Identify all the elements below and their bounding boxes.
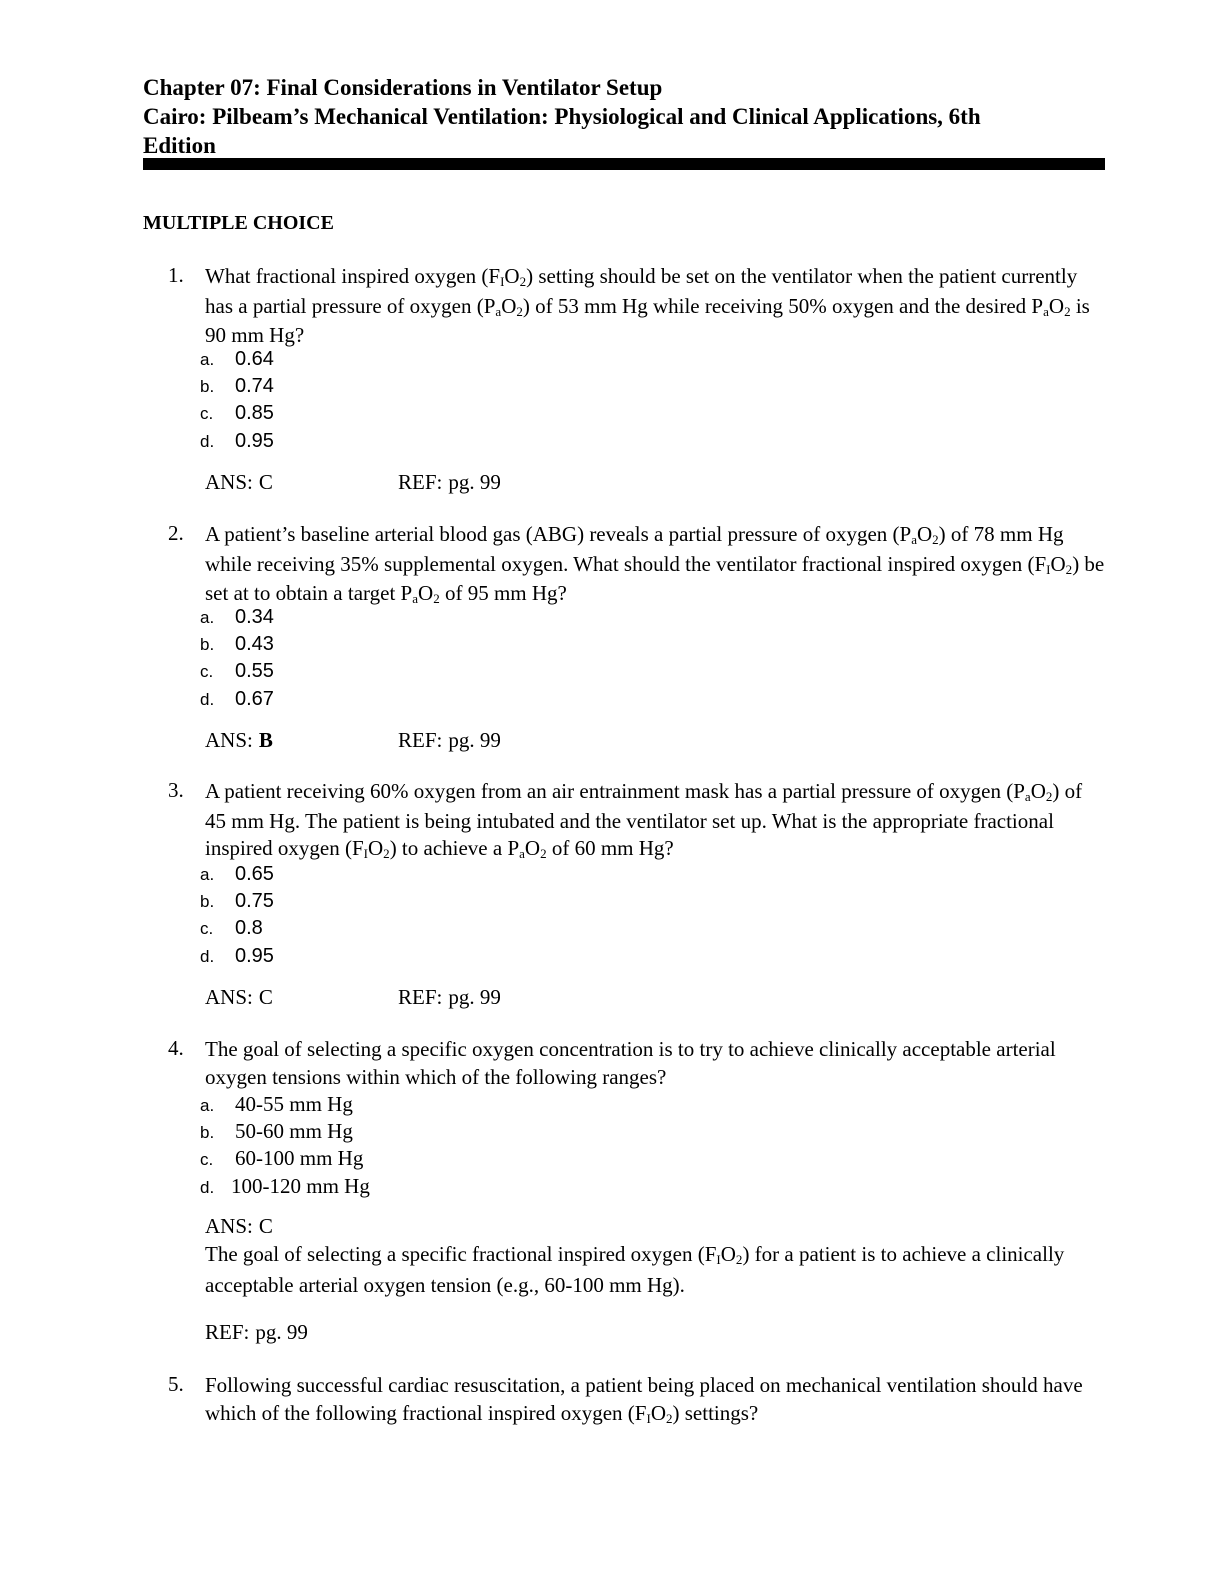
option-b: b. 0.43 <box>200 633 274 656</box>
book-edition: Edition <box>143 133 216 158</box>
option-a: a. 0.34 <box>200 606 274 628</box>
option-a: a. 0.65 <box>200 863 274 885</box>
header-rule <box>143 158 1105 170</box>
option-d: d. 0.67 <box>200 687 274 710</box>
question-number: 5. <box>168 1372 184 1396</box>
option-b: b. 50-60 mm Hg <box>200 1119 353 1144</box>
answer: ANS: C <box>205 985 273 1009</box>
question-stem: A patient receiving 60% oxygen from an air entrainment mask has a partial pressure of oxygen (PaO2) of 45 mm Hg. The patient is being intubated and the ventilator set up. What is the appropriate fractional inspired oxygen (FIO2) to achieve a PaO2 of 60 mm Hg? <box>205 779 1083 862</box>
answer: ANS: B <box>205 728 273 752</box>
reference: REF: pg. 99 <box>398 728 501 752</box>
option-c: c. 60-100 mm Hg <box>200 1146 364 1171</box>
question-number: 1. <box>168 263 184 287</box>
question-stem: The goal of selecting a specific oxygen concentration is to try to achieve clinically acceptable arterial oxygen tensions within which of the following ranges? <box>205 1037 1056 1089</box>
reference: REF: pg. 99 <box>205 1320 308 1344</box>
option-c: c. 0.8 <box>200 917 263 940</box>
option-list <box>200 345 274 454</box>
question-number: 2. <box>168 521 184 545</box>
question-stem: Following successful cardiac resuscitation, a patient being placed on mechanical ventilation should have which of the following fractional inspired oxygen (FIO2) settings? <box>205 1373 1083 1426</box>
book-title: Cairo: Pilbeam’s Mechanical Ventilation: Physiological and Clinical Applications, 6th <box>143 104 981 129</box>
option-c: c. 0.55 <box>200 660 274 683</box>
option-b: b. 0.74 <box>200 375 274 398</box>
option-d: d. 0.95 <box>200 944 274 967</box>
question-stem: What fractional inspired oxygen (FIO2) setting should be set on the ventilator when the patient currently has a partial pressure of oxygen (PaO2) of 53 mm Hg while receiving 50% oxygen and the desired PaO2 is 90 mm Hg? <box>205 264 1090 347</box>
question-number: 4. <box>168 1036 184 1060</box>
option-d: d. 100-120 mm Hg <box>200 1173 370 1198</box>
answer: ANS: C <box>205 1214 273 1238</box>
option-list <box>200 603 274 712</box>
reference: REF: pg. 99 <box>398 985 501 1009</box>
reference: REF: pg. 99 <box>398 470 501 494</box>
option-a: a. 40-55 mm Hg <box>200 1092 353 1116</box>
option-list <box>200 860 274 969</box>
answer: ANS: C <box>205 470 273 494</box>
option-list <box>200 1091 370 1200</box>
option-c: c. 0.85 <box>200 402 274 425</box>
chapter-title: Chapter 07: Final Considerations in Ventilator Setup <box>143 75 663 100</box>
option-d: d. 0.95 <box>200 429 274 452</box>
answer-rationale: The goal of selecting a specific fractional inspired oxygen (FIO2) for a patient is to achieve a clinically acceptable arterial oxygen tension (e.g., 60-100 mm Hg). <box>205 1242 1065 1297</box>
section-title: MULTIPLE CHOICE <box>143 212 334 234</box>
question-stem: A patient’s baseline arterial blood gas (ABG) reveals a partial pressure of oxygen (PaO2) of 78 mm Hg while receiving 35% supplemental oxygen. What should the ventilator fractional inspired oxygen (FIO2) be set at to obtain a target PaO2 of 95 mm Hg? <box>205 522 1105 607</box>
option-a: a. 0.64 <box>200 348 274 370</box>
question-number: 3. <box>168 778 184 802</box>
option-b: b. 0.75 <box>200 890 274 913</box>
